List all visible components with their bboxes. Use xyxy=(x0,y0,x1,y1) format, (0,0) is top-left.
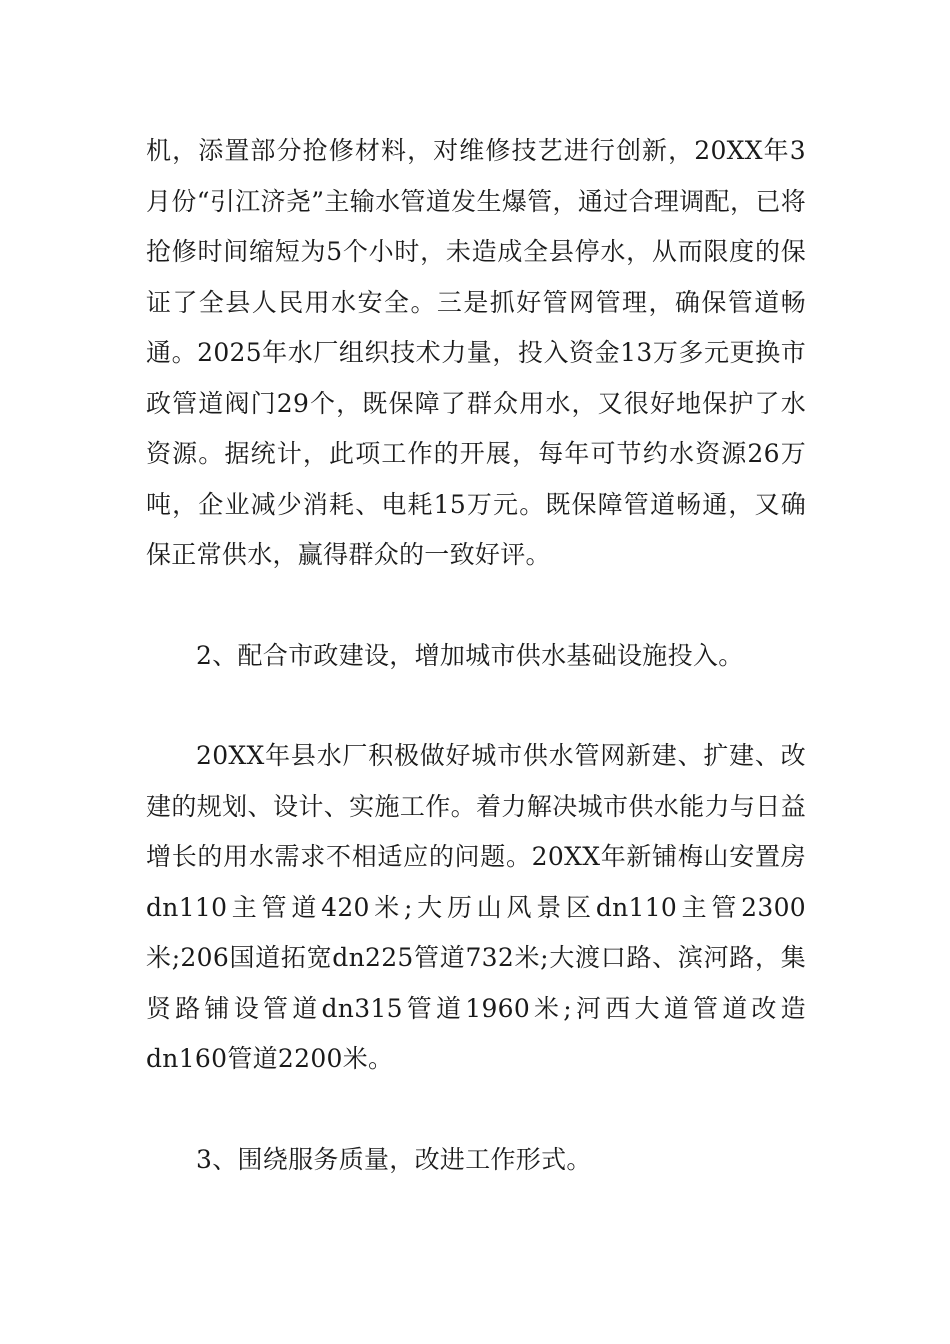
section-heading-3: 3、围绕服务质量，改进工作形式。 xyxy=(196,1144,592,1174)
paragraph-section-2: 20XX年县水厂积极做好城市供水管网新建、扩建、改建的规划、设计、实施工作。着力解决城市供水能力与日益增长的用水需求不相适应的问题。20XX年新铺梅山安置房dn110主管道420米;大历山风景区dn110主管2300米;206国道拓宽dn225管道732米;大渡口路、滨河路，集贤路铺设管道dn315管道1960米;河西大道管道改造dn160管道2200米。 xyxy=(146,741,806,1073)
document-body xyxy=(146,126,806,1185)
paragraph-continuation: 机，添置部分抢修材料，对维修技艺进行创新，20XX年3月份“引江济尧”主输水管道发生爆管，通过合理调配，已将抢修时间缩短为5个小时，未造成全县停水，从而限度的保证了全县人民用水安全。三是抓好管网管理，确保管道畅通。2025年水厂组织技术力量，投入资金13万多元更换市政管道阀门29个，既保障了群众用水，又很好地保护了水资源。据统计，此项工作的开展，每年可节约水资源26万吨，企业减少消耗、电耗15万元。既保障管道畅通，又确保正常供水，赢得群众的一致好评。 xyxy=(146,136,806,569)
section-heading-2: 2、配合市政建设，增加城市供水基础设施投入。 xyxy=(196,640,744,670)
